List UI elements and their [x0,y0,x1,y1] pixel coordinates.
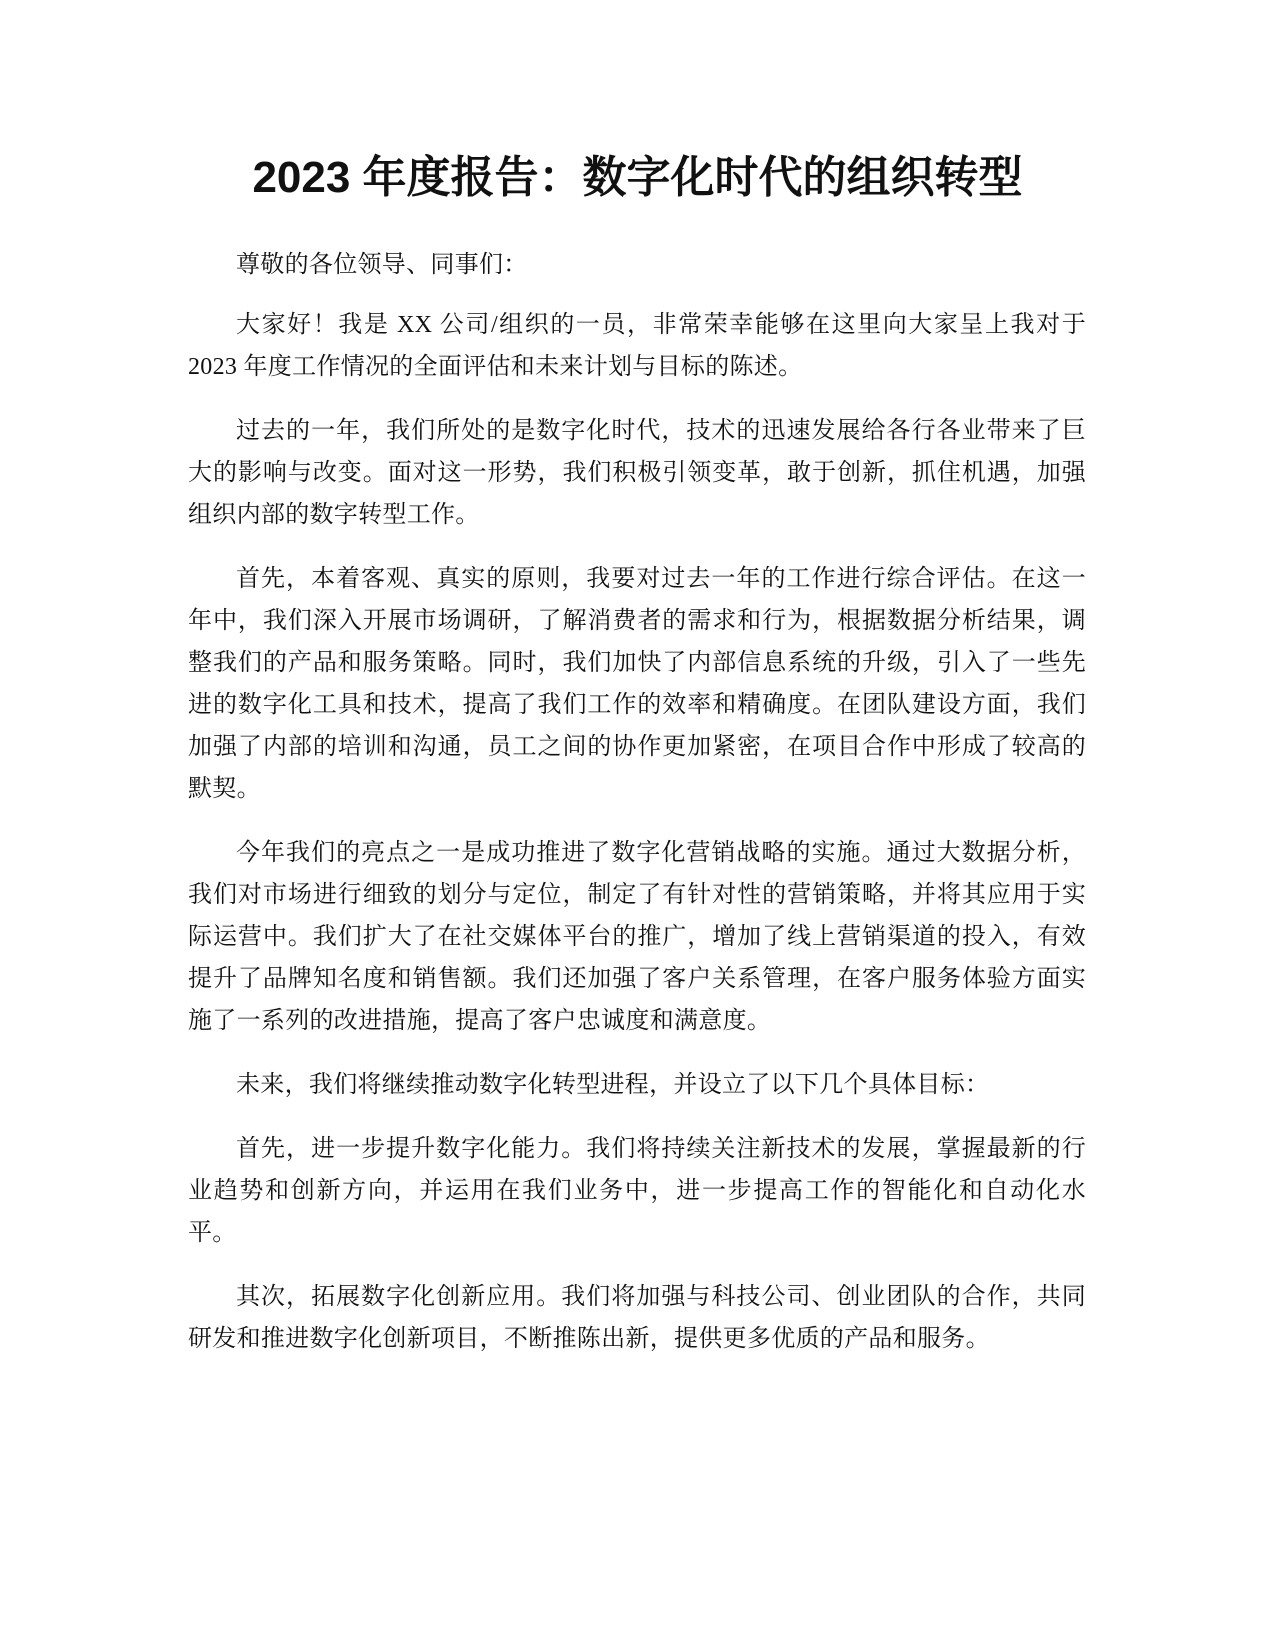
paragraph-context: 过去的一年，我们所处的是数字化时代，技术的迅速发展给各行各业带来了巨大的影响与改变。面对这一形势，我们积极引领变革，敢于创新，抓住机遇，加强组织内部的数字转型工作。 [188,418,1086,528]
document-body [188,244,1086,1382]
paragraph-goal-two: 其次，拓展数字化创新应用。我们将加强与科技公司、创业团队的合作，共同研发和推进数字化创新项目，不断推陈出新，提供更多优质的产品和服务。 [188,1284,1086,1352]
paragraph-intro: 大家好！我是 XX 公司/组织的一员，非常荣幸能够在这里向大家呈上我对于 2023 年度工作情况的全面评估和未来计划与目标的陈述。 [188,312,1086,380]
paragraph-future-goals: 未来，我们将继续推动数字化转型进程，并设立了以下几个具体目标： [236,1072,990,1098]
paragraph-highlights: 今年我们的亮点之一是成功推进了数字化营销战略的实施。通过大数据分析，我们对市场进行细致的划分与定位，制定了有针对性的营销策略，并将其应用于实际运营中。我们扩大了在社交媒体平台的推广，增加了线上营销渠道的投入，有效提升了品牌知名度和销售额。我们还加强了客户关系管理，在客户服务体验方面实施了一系列的改进措施，提高了客户忠诚度和满意度。 [188,840,1086,1034]
paragraph-evaluation: 首先，本着客观、真实的原则，我要对过去一年的工作进行综合评估。在这一年中，我们深入开展市场调研，了解消费者的需求和行为，根据数据分析结果，调整我们的产品和服务策略。同时，我们加快了内部信息系统的升级，引入了一些先进的数字化工具和技术，提高了我们工作的效率和精确度。在团队建设方面，我们加强了内部的培训和沟通，员工之间的协作更加紧密，在项目合作中形成了较高的默契。 [188,566,1086,802]
paragraph-greeting: 尊敬的各位领导、同事们： [236,252,528,278]
paragraph-goal-one: 首先，进一步提升数字化能力。我们将持续关注新技术的发展，掌握最新的行业趋势和创新方向，并运用在我们业务中，进一步提高工作的智能化和自动化水平。 [188,1136,1086,1246]
document-title: 2023 年度报告：数字化时代的组织转型 [252,153,1023,202]
